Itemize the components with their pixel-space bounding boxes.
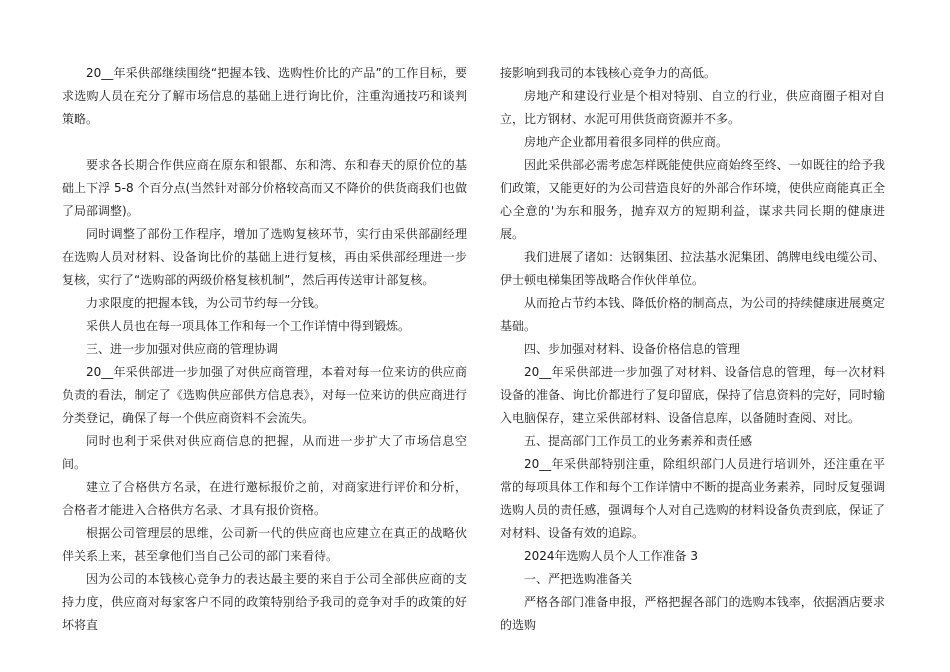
paragraph: 房地产企业都用着很多同样的供应商。	[524, 135, 729, 149]
paragraph: 接影响到我司的本钱核心竞争力的高低。	[500, 66, 717, 80]
paragraph: 严格各部门准备申报，严格把握各部门的选购本钱率，依据酒店要求的选购	[500, 595, 885, 632]
paragraph: 要求各长期合作供应商在原东和银都、东和湾、东和春天的原价位的基础上下浮 5-8 个百分点(当然针对部分价格较高而又不降价的供货商我们也做了局部调整)。	[62, 158, 467, 218]
paragraph: 20__年采供部进一步加强了对材料、设备信息的管理，每一次材料设备的准备、询比价都进行了复印留底，保持了信息资料的完好，同时输入电脑保存，建立采供部材料、设备信息库，以备随时查阅、对比。	[500, 365, 885, 425]
section-heading: 三、进一步加强对供应商的管理协调	[86, 342, 279, 356]
paragraph: 我们进展了诸如：达钢集团、拉法基水泥集团、鸽牌电线电缆公司、伊士顿电梯集团等战略合作伙伴单位。	[500, 250, 885, 287]
paragraph: 同时调整了部份工作程序，增加了选购复核环节，实行由采供部副经理在选购人员对材料、设备询比价的基础上进行复核，再由采供部经理进一步复核，实行了“选购部的两级价格复核机制”，然后再传送审计部复核。	[62, 227, 467, 287]
paragraph: 采供人员也在每一项具体工作和每一个工作详情中得到锻炼。	[86, 319, 411, 333]
paragraph: 20__年采供部继续围绕“把握本钱、选购性价比的产品”的工作目标，要求选购人员在充分了解市场信息的基础上进行询比价，注重沟通技巧和谈判策略。	[62, 66, 467, 126]
left-column	[62, 62, 467, 637]
paragraph: 因此采供部必需考虑怎样既能使供应商始终至终、一如既往的给予我们政策，又能更好的为公司营造良好的外部合作环境，使供应商能真正全心全意的'为东和服务，抛弃双方的短期利益，谋求共同长期的健康进展。	[500, 158, 885, 241]
paragraph: 20__年采供部进一步加强了对供应商管理，本着对每一位来访的供应商负责的看法，制定了《选购供应部供方信息表》，对每一位来访的供应商进行分类登记，确保了每一个供应商资料不会流失。	[62, 365, 467, 425]
document-title: 2024年选购人员个人工作准备 3	[524, 549, 698, 563]
section-heading: 五、提高部门工作员工的业务素养和责任感	[524, 434, 753, 448]
paragraph: 20__年采供部特别注重，除组织部门人员进行培训外，还注重在平常的每项具体工作和每个工作详情中不断的提高业务素养，同时反复强调选购人员的责任感，强调每个人对自己选购的材料设备负责到底，保证了对材料、设备有效的追踪。	[500, 457, 885, 540]
paragraph: 因为公司的本钱核心竞争力的表达最主要的来自于公司全部供应商的支持力度，供应商对每家客户不同的政策特别给予我司的竞争对手的政策的好坏将直	[62, 572, 467, 632]
paragraph: 从而抢占节约本钱、降低价格的制高点，为公司的持续健康进展奠定基础。	[500, 296, 885, 333]
section-heading: 一、严把选购准备关	[524, 572, 633, 586]
right-column	[500, 62, 885, 637]
paragraph: 根据公司管理层的思维，公司新一代的供应商也应建立在真正的战略伙伴关系上来，甚至拿他们当自己公司的部门来看待。	[62, 526, 467, 563]
paragraph: 房地产和建设行业是个相对特别、自立的行业，供应商圈子相对自立，比方钢材、水泥可用供货商资源并不多。	[500, 89, 885, 126]
paragraph: 建立了合格供方名录，在进行邀标报价之前，对商家进行评价和分析，合格者才能进入合格供方名录、才具有报价资格。	[62, 480, 467, 517]
paragraph: 力求限度的把握本钱，为公司节约每一分钱。	[86, 296, 327, 310]
paragraph: 同时也利于采供对供应商信息的把握，从而进一步扩大了市场信息空间。	[62, 434, 467, 471]
section-heading: 四、步加强对材料、设备价格信息的管理	[524, 342, 741, 356]
